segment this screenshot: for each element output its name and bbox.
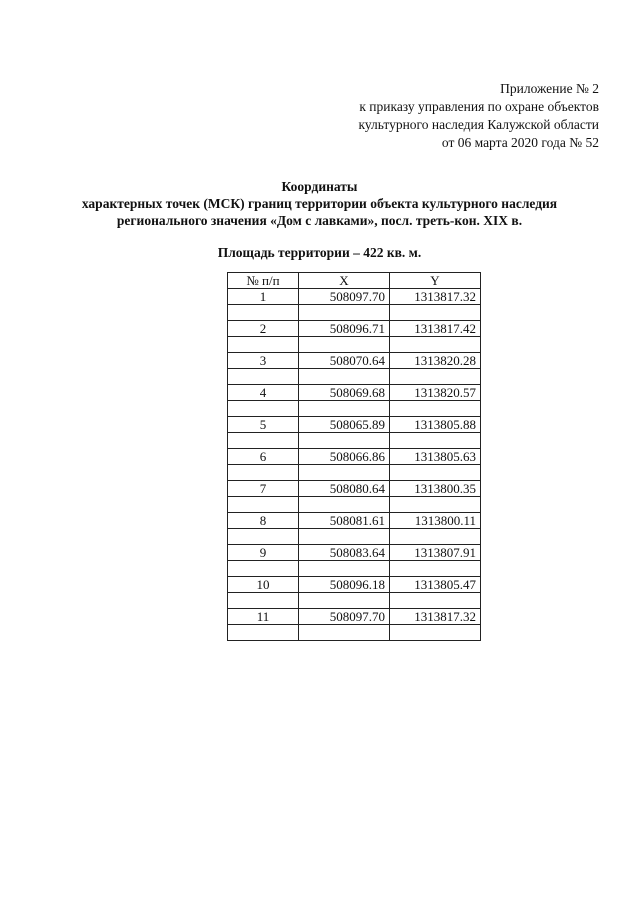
cell-number: 6 — [228, 449, 299, 465]
empty-cell — [299, 433, 390, 449]
empty-cell — [228, 465, 299, 481]
cell-y: 1313805.47 — [390, 577, 481, 593]
empty-cell — [299, 465, 390, 481]
table-row — [228, 609, 481, 625]
table-row — [228, 449, 481, 465]
empty-cell — [390, 465, 481, 481]
cell-number: 10 — [228, 577, 299, 593]
cell-x: 508080.64 — [299, 481, 390, 497]
empty-cell — [299, 625, 390, 641]
cell-number: 8 — [228, 513, 299, 529]
empty-cell — [228, 625, 299, 641]
header-number: № п/п — [228, 273, 299, 289]
cell-x: 508083.64 — [299, 545, 390, 561]
empty-cell — [299, 369, 390, 385]
table-row — [228, 481, 481, 497]
table-row — [228, 513, 481, 529]
empty-cell — [228, 305, 299, 321]
cell-y: 1313817.32 — [390, 289, 481, 305]
empty-cell — [390, 497, 481, 513]
empty-cell — [228, 497, 299, 513]
spacer-row — [228, 305, 481, 321]
cell-y: 1313820.28 — [390, 353, 481, 369]
title-line-1: Координаты — [281, 179, 358, 194]
spacer-row — [228, 465, 481, 481]
empty-cell — [390, 305, 481, 321]
empty-cell — [228, 529, 299, 545]
cell-number: 11 — [228, 609, 299, 625]
cell-x: 508096.71 — [299, 321, 390, 337]
spacer-row — [228, 433, 481, 449]
cell-y: 1313820.57 — [390, 385, 481, 401]
empty-cell — [390, 433, 481, 449]
spacer-row — [228, 561, 481, 577]
territory-area: Площадь территории – 422 кв. м. — [217, 245, 422, 260]
cell-x: 508065.89 — [299, 417, 390, 433]
cell-x: 508081.61 — [299, 513, 390, 529]
title-line-3: регионального значения «Дом с лавками», посл. треть-кон. XIX в. — [116, 213, 523, 228]
empty-cell — [228, 593, 299, 609]
table-row — [228, 353, 481, 369]
table-row — [228, 417, 481, 433]
appendix-number: Приложение № 2 — [500, 81, 599, 96]
empty-cell — [299, 401, 390, 417]
empty-cell — [299, 497, 390, 513]
cell-x: 508069.68 — [299, 385, 390, 401]
table-row — [228, 321, 481, 337]
cell-y: 1313807.91 — [390, 545, 481, 561]
header-x: X — [299, 273, 390, 289]
cell-x: 508097.70 — [299, 609, 390, 625]
table-row — [228, 577, 481, 593]
spacer-row — [228, 497, 481, 513]
empty-cell — [390, 625, 481, 641]
empty-cell — [299, 529, 390, 545]
header-y: Y — [390, 273, 481, 289]
spacer-row — [228, 337, 481, 353]
title-line-2: характерных точек (МСК) границ территории объекта культурного наследия — [81, 196, 558, 211]
table-row — [228, 545, 481, 561]
empty-cell — [390, 369, 481, 385]
cell-y: 1313805.88 — [390, 417, 481, 433]
cell-y: 1313800.35 — [390, 481, 481, 497]
table-row — [228, 289, 481, 305]
appendix-header — [358, 80, 599, 152]
empty-cell — [390, 561, 481, 577]
spacer-row — [228, 369, 481, 385]
empty-cell — [299, 561, 390, 577]
cell-number: 1 — [228, 289, 299, 305]
empty-cell — [299, 593, 390, 609]
empty-cell — [390, 593, 481, 609]
empty-cell — [299, 305, 390, 321]
empty-cell — [228, 561, 299, 577]
appendix-order-date: от 06 марта 2020 года № 52 — [441, 135, 599, 150]
table-body — [228, 289, 481, 641]
spacer-row — [228, 625, 481, 641]
cell-number: 4 — [228, 385, 299, 401]
spacer-row — [228, 401, 481, 417]
document-title — [0, 178, 639, 229]
empty-cell — [228, 369, 299, 385]
empty-cell — [228, 337, 299, 353]
cell-x: 508066.86 — [299, 449, 390, 465]
table-header-row — [228, 273, 481, 289]
cell-x: 508097.70 — [299, 289, 390, 305]
spacer-row — [228, 529, 481, 545]
empty-cell — [390, 401, 481, 417]
cell-number: 2 — [228, 321, 299, 337]
empty-cell — [299, 337, 390, 353]
cell-number: 7 — [228, 481, 299, 497]
cell-x: 508096.18 — [299, 577, 390, 593]
spacer-row — [228, 593, 481, 609]
cell-number: 3 — [228, 353, 299, 369]
cell-number: 5 — [228, 417, 299, 433]
empty-cell — [228, 433, 299, 449]
cell-x: 508070.64 — [299, 353, 390, 369]
empty-cell — [390, 337, 481, 353]
empty-cell — [390, 529, 481, 545]
cell-y: 1313817.42 — [390, 321, 481, 337]
appendix-authority: культурного наследия Калужской области — [358, 117, 599, 132]
coordinates-table — [227, 272, 481, 641]
cell-y: 1313805.63 — [390, 449, 481, 465]
cell-y: 1313817.32 — [390, 609, 481, 625]
table-row — [228, 385, 481, 401]
appendix-order-ref: к приказу управления по охране объектов — [359, 99, 599, 114]
empty-cell — [228, 401, 299, 417]
cell-y: 1313800.11 — [390, 513, 481, 529]
cell-number: 9 — [228, 545, 299, 561]
